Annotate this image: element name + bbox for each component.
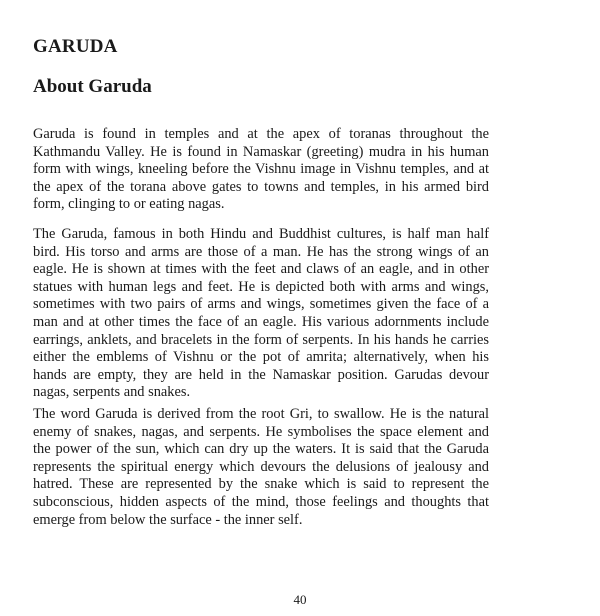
paragraph-description: The Garuda, famous in both Hindu and Buddhist cultures, is half man half bird. His torso and arms are those of a man. He has the strong wings of an eagle. He is shown at times with the feet and claws of an eagle, and in other statues with human legs and feet. He is depicted both with arms and wings, sometimes with two pairs of arms and wings, sometimes given the face of a man and at other times the face of an eagle. His various adornments include earrings, anklets, and bracelets in the form of serpents. In his hands he carries either the emblems of Vishnu or the pot of amrita; alternatively, when his hands are empty, they are held in the Namaskar position. Garudas devour nagas, serpents and snakes. bbox=[33, 226, 489, 401]
page-number: 40 bbox=[293, 592, 307, 607]
paragraph-intro: Garuda is found in temples and at the apex of toranas throughout the Kathmandu Valley. He is found in Namaskar (greeting) mudra in his human form with wings, kneeling before the Vishnu image in Vishnu temples, and at the apex of the torana above gates to towns and temples, in his armed bird form, clinging to or eating nagas. bbox=[33, 126, 489, 213]
paragraph-etymology: The word Garuda is derived from the root Gri, to swallow. He is the natural enemy of snakes, nagas, and serpents. He symbolises the space element and the power of the sun, which can dry up the waters. It is said that the Garuda represents the spiritual energy which devours the delusions of jealousy and hatred. These are represented by the snake which is said to represent the subconscious, hidden aspects of the mind, those feelings and thoughts that emerge from below the surface - the inner self. bbox=[33, 406, 489, 528]
subsection-title: About Garuda bbox=[33, 76, 152, 97]
section-title: GARUDA bbox=[33, 36, 118, 57]
